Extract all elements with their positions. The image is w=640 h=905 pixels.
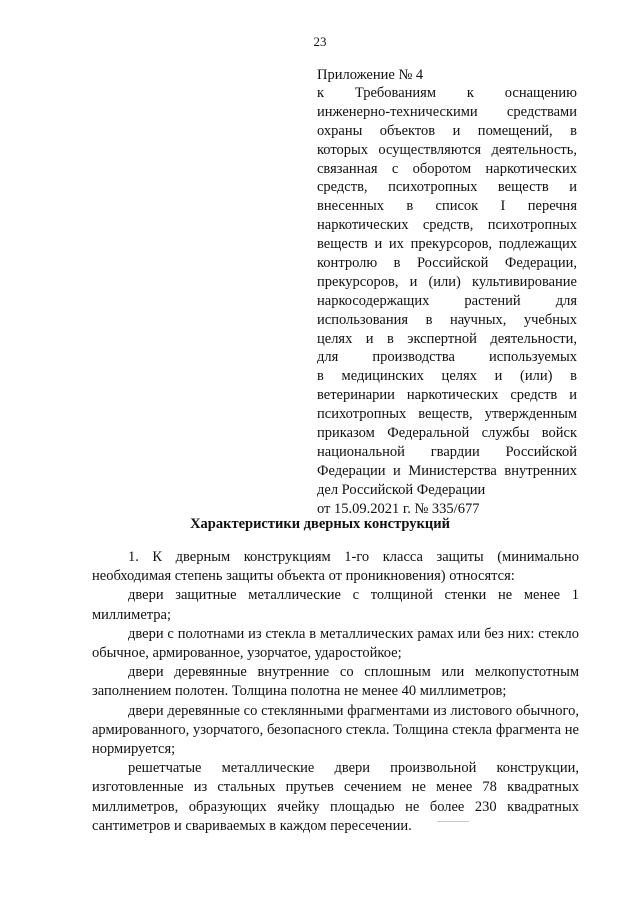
appendix-line: для производства используемых	[317, 349, 577, 366]
appendix-line: национальной гвардии Российской	[317, 443, 577, 460]
appendix-line: прекурсоров, и (или) культивирование	[317, 273, 577, 290]
main-text	[92, 548, 579, 836]
appendix-line: от 15.09.2021 г. № 335/677	[317, 500, 480, 517]
appendix-line: наркотических средств, психотропных	[317, 217, 577, 234]
appendix-line: в медицинских целях и (или) в	[317, 368, 577, 385]
appendix-line: приказом Федеральной службы войск	[317, 425, 577, 442]
appendix-line: психотропных веществ, утвержденным	[317, 406, 577, 423]
appendix-line: веществ и их прекурсоров, подлежащих	[317, 236, 577, 253]
appendix-line: Федерации и Министерства внутренних	[317, 462, 577, 479]
appendix-line: охраны объектов и помещений, в	[317, 122, 577, 139]
paragraph: двери деревянные со стеклянными фрагментами из листового обычного, армированного, узорчатого, безопасного стекла. Толщина стекла фрагмента не нормируется;	[92, 702, 579, 758]
paragraph: 1. К дверным конструкциям 1-го класса защиты (минимально необходимая степень защиты объекта от проникновения) относятся:	[92, 549, 579, 585]
appendix-line: связанная с оборотом наркотических	[317, 160, 577, 177]
appendix-line: инженерно-техническими средствами	[317, 103, 577, 120]
appendix-line: контролю в Российской Федерации,	[317, 255, 577, 272]
appendix-line: целях и в экспертной деятельности,	[317, 330, 577, 347]
paragraph: решетчатые металлические двери произвольной конструкции, изготовленные из стальных прутьев сечением не менее 78 квадратных миллиметров, образующих ячейку площадью не более 230 квадратных сантиметров и свариваемых в каждом пересечении.	[92, 760, 579, 834]
paragraph: двери деревянные внутренние со сплошным или мелкопустотным заполнением полотен. Толщина полотна не менее 40 миллиметров;	[92, 664, 579, 700]
appendix-body	[317, 84, 577, 518]
appendix-line: использования в научных, учебных	[317, 311, 577, 328]
page-number: 23	[313, 34, 327, 49]
appendix-line: ветеринарии наркотических средств и	[317, 387, 577, 404]
appendix-title: Приложение № 4	[317, 67, 424, 83]
appendix-line: средств, психотропных веществ и	[317, 179, 577, 196]
scan-mark	[437, 821, 469, 822]
section-heading: Характеристики дверных конструкций	[190, 516, 450, 532]
appendix-line: к Требованиям к оснащению	[317, 85, 577, 101]
paragraph: двери защитные металлические с толщиной стенки не менее 1 миллиметра;	[92, 587, 579, 623]
appendix-line: внесенных в список I перечня	[317, 198, 577, 215]
appendix-line: наркосодержащих растений для	[317, 292, 577, 309]
appendix-line: которых осуществляются деятельность,	[317, 141, 577, 158]
appendix-line: дел Российской Федерации	[317, 481, 486, 498]
paragraph: двери с полотнами из стекла в металлических рамах или без них: стекло обычное, армированное, узорчатое, ударостойкое;	[92, 625, 579, 662]
